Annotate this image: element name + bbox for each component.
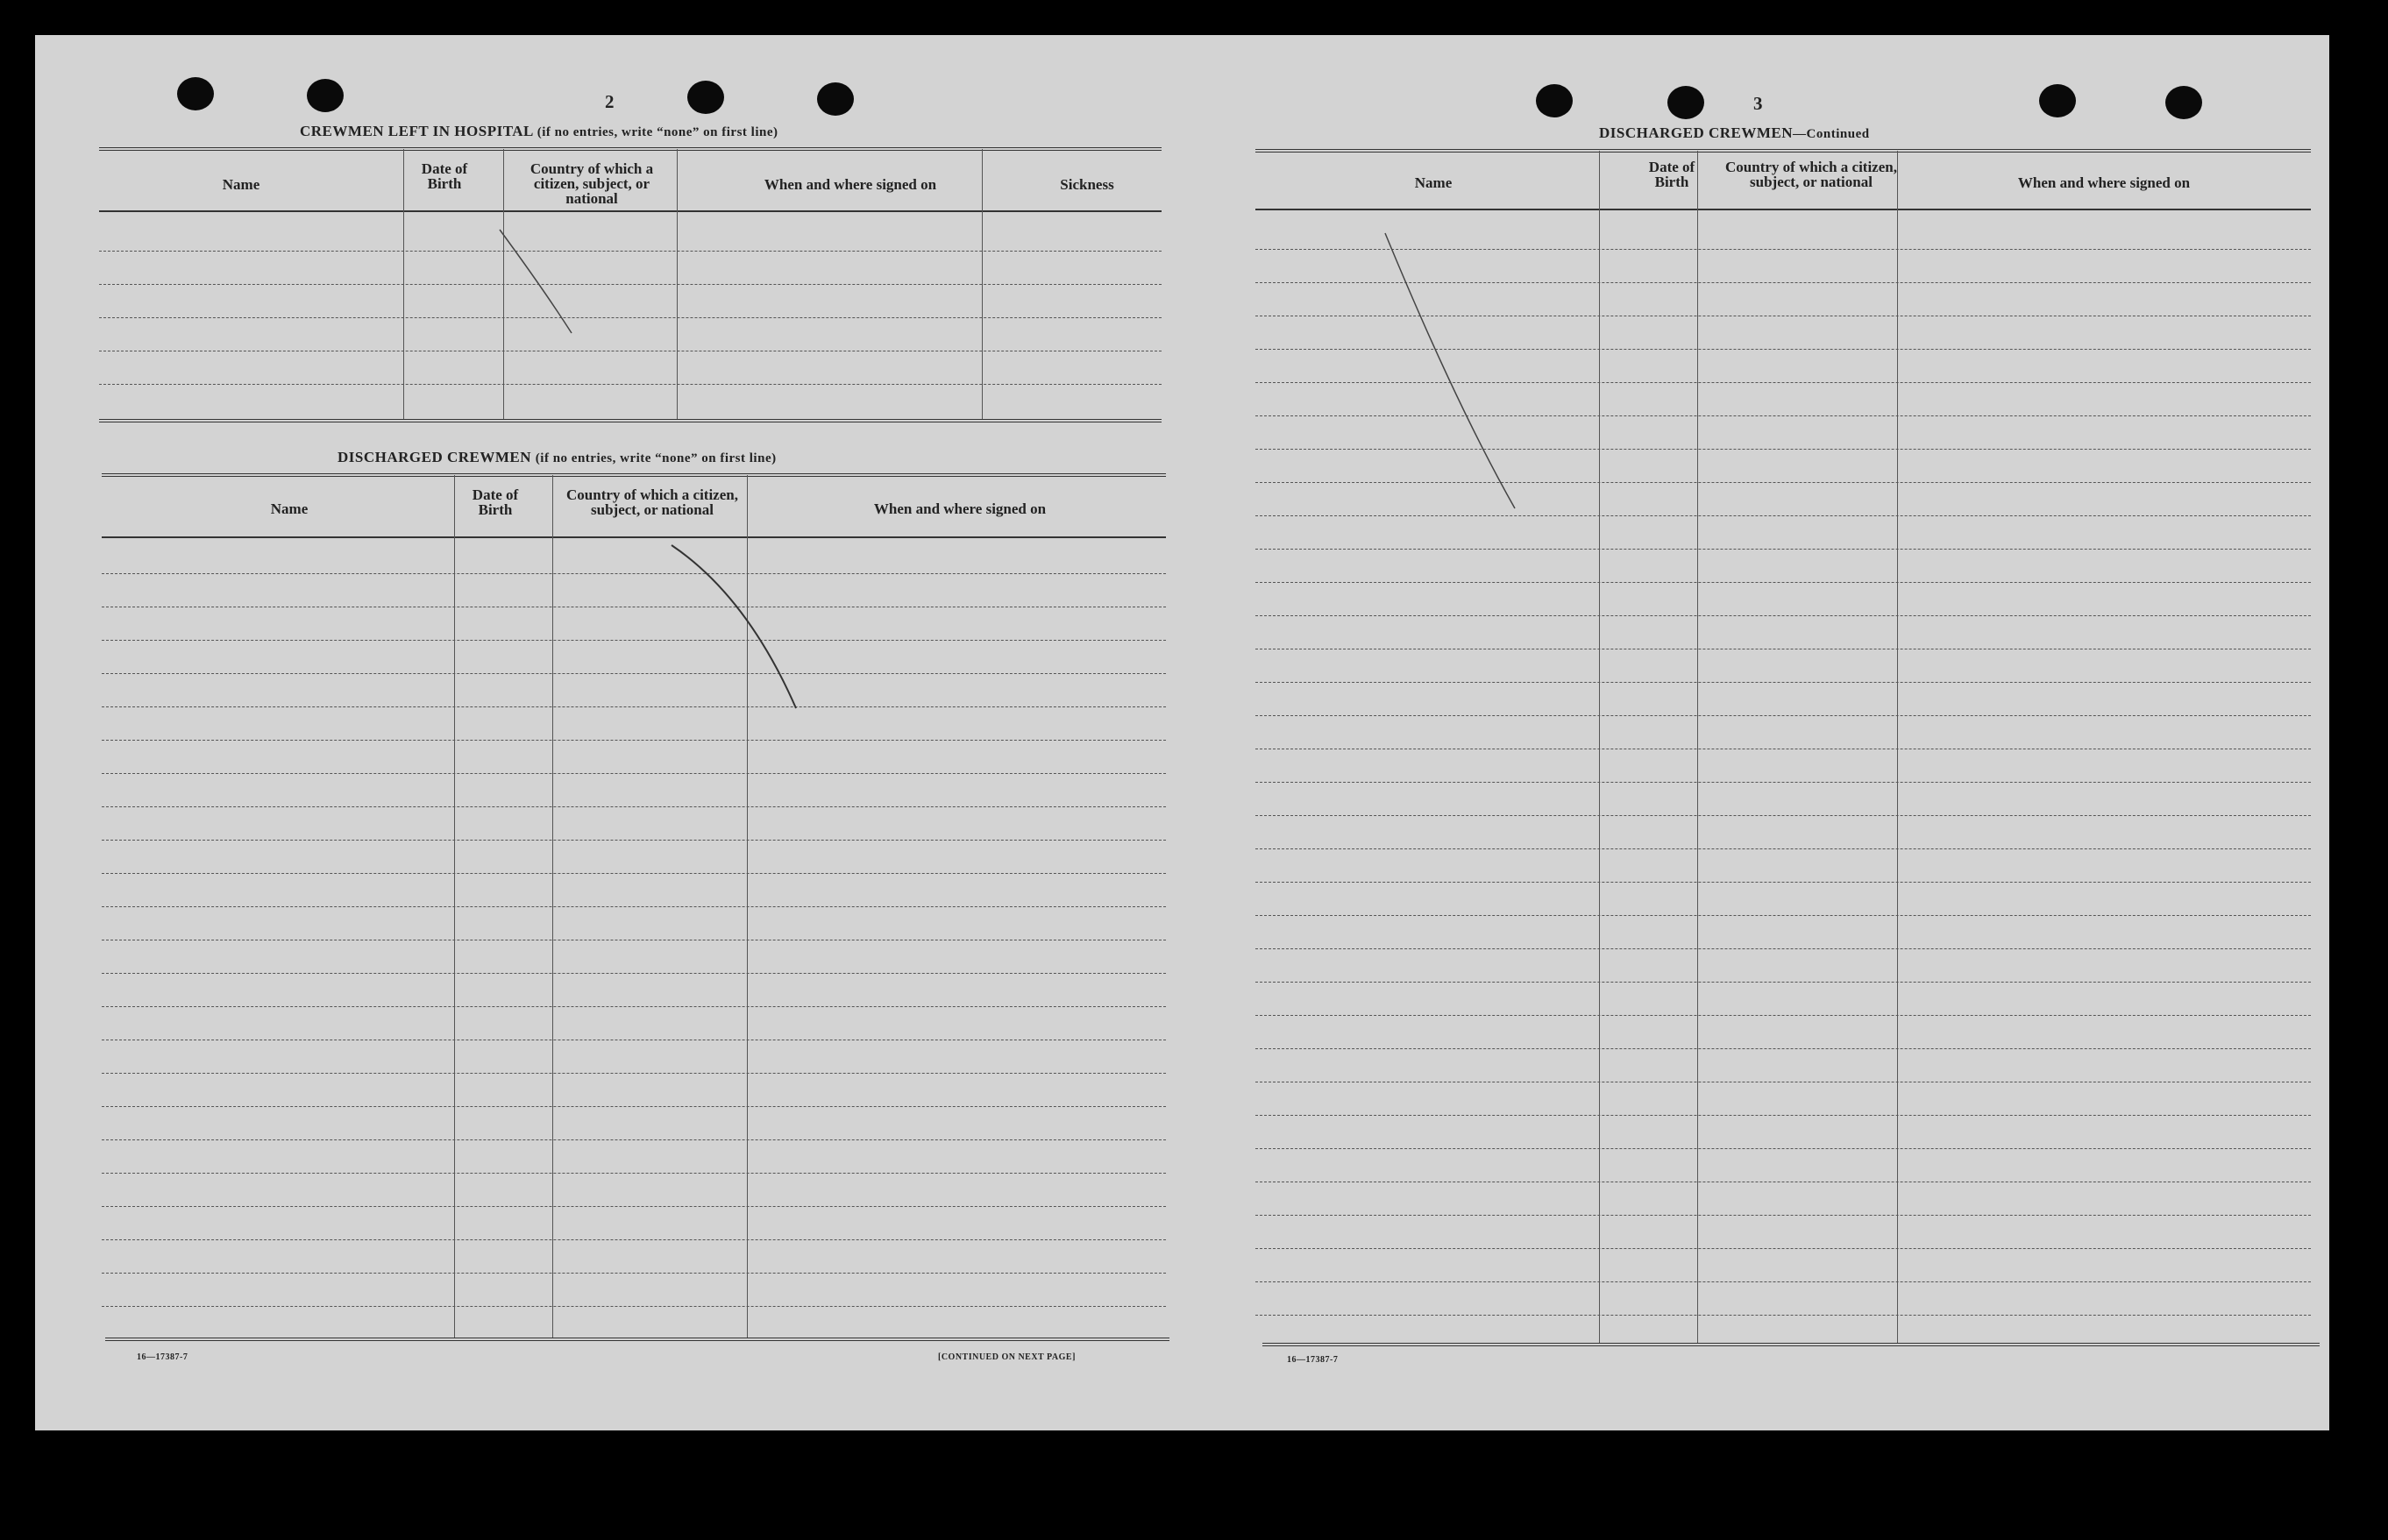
pencil-stroke bbox=[672, 545, 796, 708]
hospital-col-country: Country of which a citizen, subject, or national bbox=[529, 160, 654, 207]
right-title-continued: —Continued bbox=[1793, 127, 1870, 141]
hospital-col-sickness: Sickness bbox=[1060, 176, 1114, 193]
right-col-country: Country of which a citizen, subject, or national bbox=[1725, 159, 1897, 190]
pencil-stroke bbox=[1385, 233, 1515, 508]
discharged-col-dob: Date of Birth bbox=[472, 486, 519, 518]
hospital-col-signed-on: When and where signed on bbox=[764, 176, 937, 193]
discharged-col-country: Country of which a citizen, subject, or national bbox=[566, 486, 738, 518]
hospital-title-text: CREWMEN LEFT IN HOSPITAL bbox=[300, 123, 533, 139]
discharged-col-signed-on: When and where signed on bbox=[873, 500, 1047, 517]
hospital-col-dob: Date of Birth bbox=[421, 160, 468, 192]
right-col-dob: Date of Birth bbox=[1648, 159, 1695, 190]
right-col-name: Name bbox=[1414, 174, 1453, 191]
form-sheet bbox=[35, 35, 2329, 1430]
hospital-col-name: Name bbox=[222, 176, 260, 193]
pencil-marks bbox=[35, 35, 2329, 1430]
right-title-text: DISCHARGED CREWMEN bbox=[1599, 124, 1794, 141]
form-code-right: 16—17387-7 bbox=[1287, 1355, 1339, 1365]
discharged-title-note: (if no entries, write “none” on first line) bbox=[535, 451, 777, 465]
continued-note: [CONTINUED ON NEXT PAGE] bbox=[938, 1352, 1076, 1362]
form-code-left: 16—17387-7 bbox=[137, 1352, 188, 1362]
discharged-col-name: Name bbox=[270, 500, 309, 517]
right-col-signed-on: When and where signed on bbox=[2017, 174, 2191, 191]
hospital-title-note: (if no entries, write “none” on first line) bbox=[537, 125, 778, 139]
pencil-stroke bbox=[500, 230, 572, 333]
discharged-title-text: DISCHARGED CREWMEN bbox=[338, 449, 532, 465]
page-number-left: 2 bbox=[605, 91, 615, 112]
page-number-right: 3 bbox=[1753, 93, 1763, 114]
